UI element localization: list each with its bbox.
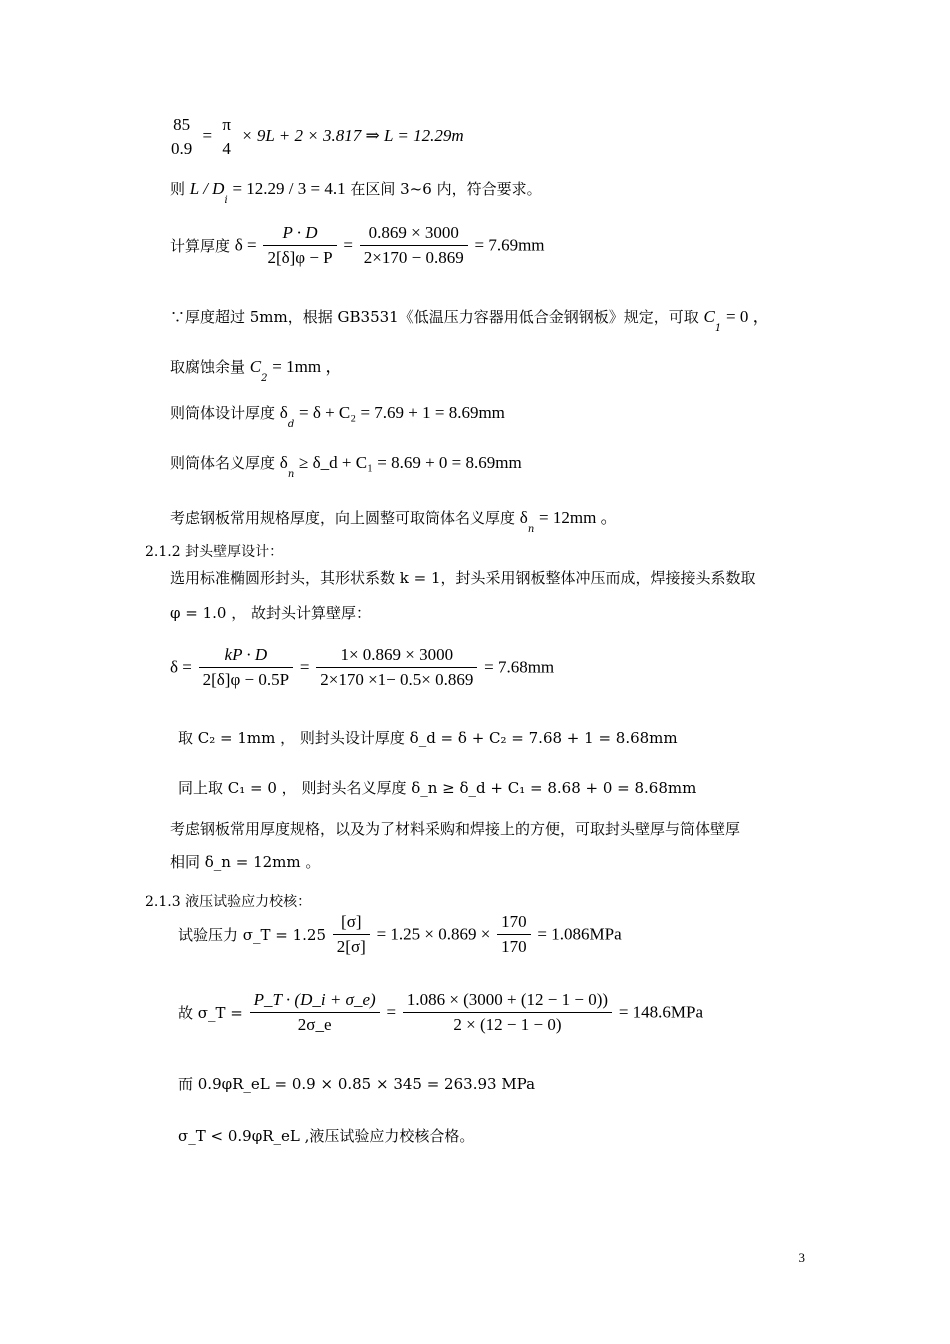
head-nominal-thickness: 同上取 C₁ = 0 ， 则封头名义厚度 δ_n ≥ δ_d + C₁ = 8.68 + 0 = 8.68mm <box>178 779 697 797</box>
nominal-thickness: 则筒体名义厚度 $\delta_n$ ≥ δ_d + C₁ = 8.69 + 0 = 8.69mm <box>170 453 522 480</box>
c1-note: ∵厚度超过 5mm，根据 GB3531《低温压力容器用低合金钢钢板》规定，可取 $C_1 = 0$ ， <box>170 307 770 334</box>
page-number: 3 <box>798 1250 805 1265</box>
head-paragraph-4: 相同 δ_n = 12mm 。 <box>170 853 321 871</box>
fraction: $\frac{kP \cdot D}{2[\delta]\varphi - 0.5P}$ <box>199 645 293 690</box>
section-title-213: 2.1.3 液压试验应力校核： <box>145 894 312 910</box>
design-thickness: 则筒体设计厚度 $\delta_d = \delta + C_2 = 7.69 + 1 = 8.69mm$ <box>170 403 505 430</box>
fraction: π 4 <box>222 115 231 158</box>
fraction: $\frac{170}{170}$ <box>497 912 531 957</box>
test-pressure-formula: 试验压力 σ_T = 1.25 $\frac{[\sigma]}{2[\sigma]}$ = 1.25 × 0.869 × $\frac{170}{170}$ = 1.086MPa <box>178 912 622 956</box>
head-thickness-formula: δ = $\frac{kP \cdot D}{2[\delta]\varphi - 0.5P}$ = $\frac{1\times 0.869 \times 3000}{2\times 170 \times 1- 0.5\times 0.869}$ = 7.68mm <box>170 645 555 689</box>
head-design-thickness: 取 C₂ = 1mm ， 则封头设计厚度 δ_d = δ + C₂ = 7.68 + 1 = 8.68mm <box>178 729 678 747</box>
ld-check: 则 $L / D_i = 12.29 / 3 = 4.1$ 在区间 3~6 内，符合要求。 <box>170 179 542 206</box>
stress-limit: 而 0.9φR_eL = 0.9 × 0.85 × 345 = 263.93 MPa <box>178 1075 536 1093</box>
fraction: 85 0.9 <box>171 115 193 158</box>
test-stress-formula: 故 σ_T = $\frac{P\_T \cdot (D\_i + \sigma\_e)}{2\sigma\_e}$ = $\frac{1.086 \times (3000 + (12 - 1 - 0))}{2 \times (12 - 1 - 0)}$ = 148.6MPa <box>178 990 704 1034</box>
fraction: $\frac{[\sigma]}{2[\sigma]}$ <box>333 912 370 957</box>
length-equation: 85 0.9 = π 4 × 9L + 2 × 3.817 ⇒ L = 12.29m <box>165 115 464 159</box>
fraction: $\frac{1\times 0.869 \times 3000}{2\times 170 \times 1- 0.5\times 0.869}$ <box>316 645 477 690</box>
fraction: $\frac{1.086 \times (3000 + (12 - 1 - 0))}{2 \times (12 - 1 - 0)}$ <box>403 990 612 1035</box>
head-paragraph-1: 选用标准椭圆形封头，其形状系数 k = 1，封头采用钢板整体冲压而成，焊接接头系数取 <box>170 569 756 587</box>
head-paragraph-3: 考虑钢板常用厚度规格，以及为了材料采购和焊接上的方便，可取封头壁厚与筒体壁厚 <box>170 820 741 838</box>
fraction: $\frac{P\_T \cdot (D\_i + \sigma\_e)}{2\sigma\_e}$ <box>250 990 380 1035</box>
section-title-212: 2.1.2 封头壁厚设计： <box>145 544 284 560</box>
head-paragraph-2: φ = 1.0 ， 故封头计算壁厚： <box>170 604 371 622</box>
c2-note: 取腐蚀余量 $C_2 = 1mm$ ， <box>170 357 343 384</box>
round-up-note: 考虑钢板常用规格厚度，向上圆整可取筒体名义厚度 $\delta_n = 12mm$ 。 <box>170 508 618 535</box>
fraction: $\frac{0.869 \times 3000}{2\times 170 - 0.869}$ <box>360 223 468 268</box>
calc-thickness: 计算厚度 δ = $\frac{P \cdot D}{2[\delta]\varphi - P}$ = $\frac{0.869 \times 3000}{2\times 170 - 0.869}$ = 7.69mm <box>170 223 545 267</box>
fraction: $\frac{P \cdot D}{2[\delta]\varphi - P}$ <box>263 223 336 268</box>
conclusion: σ_T < 0.9φR_eL ,液压试验应力校核合格。 <box>178 1127 475 1145</box>
